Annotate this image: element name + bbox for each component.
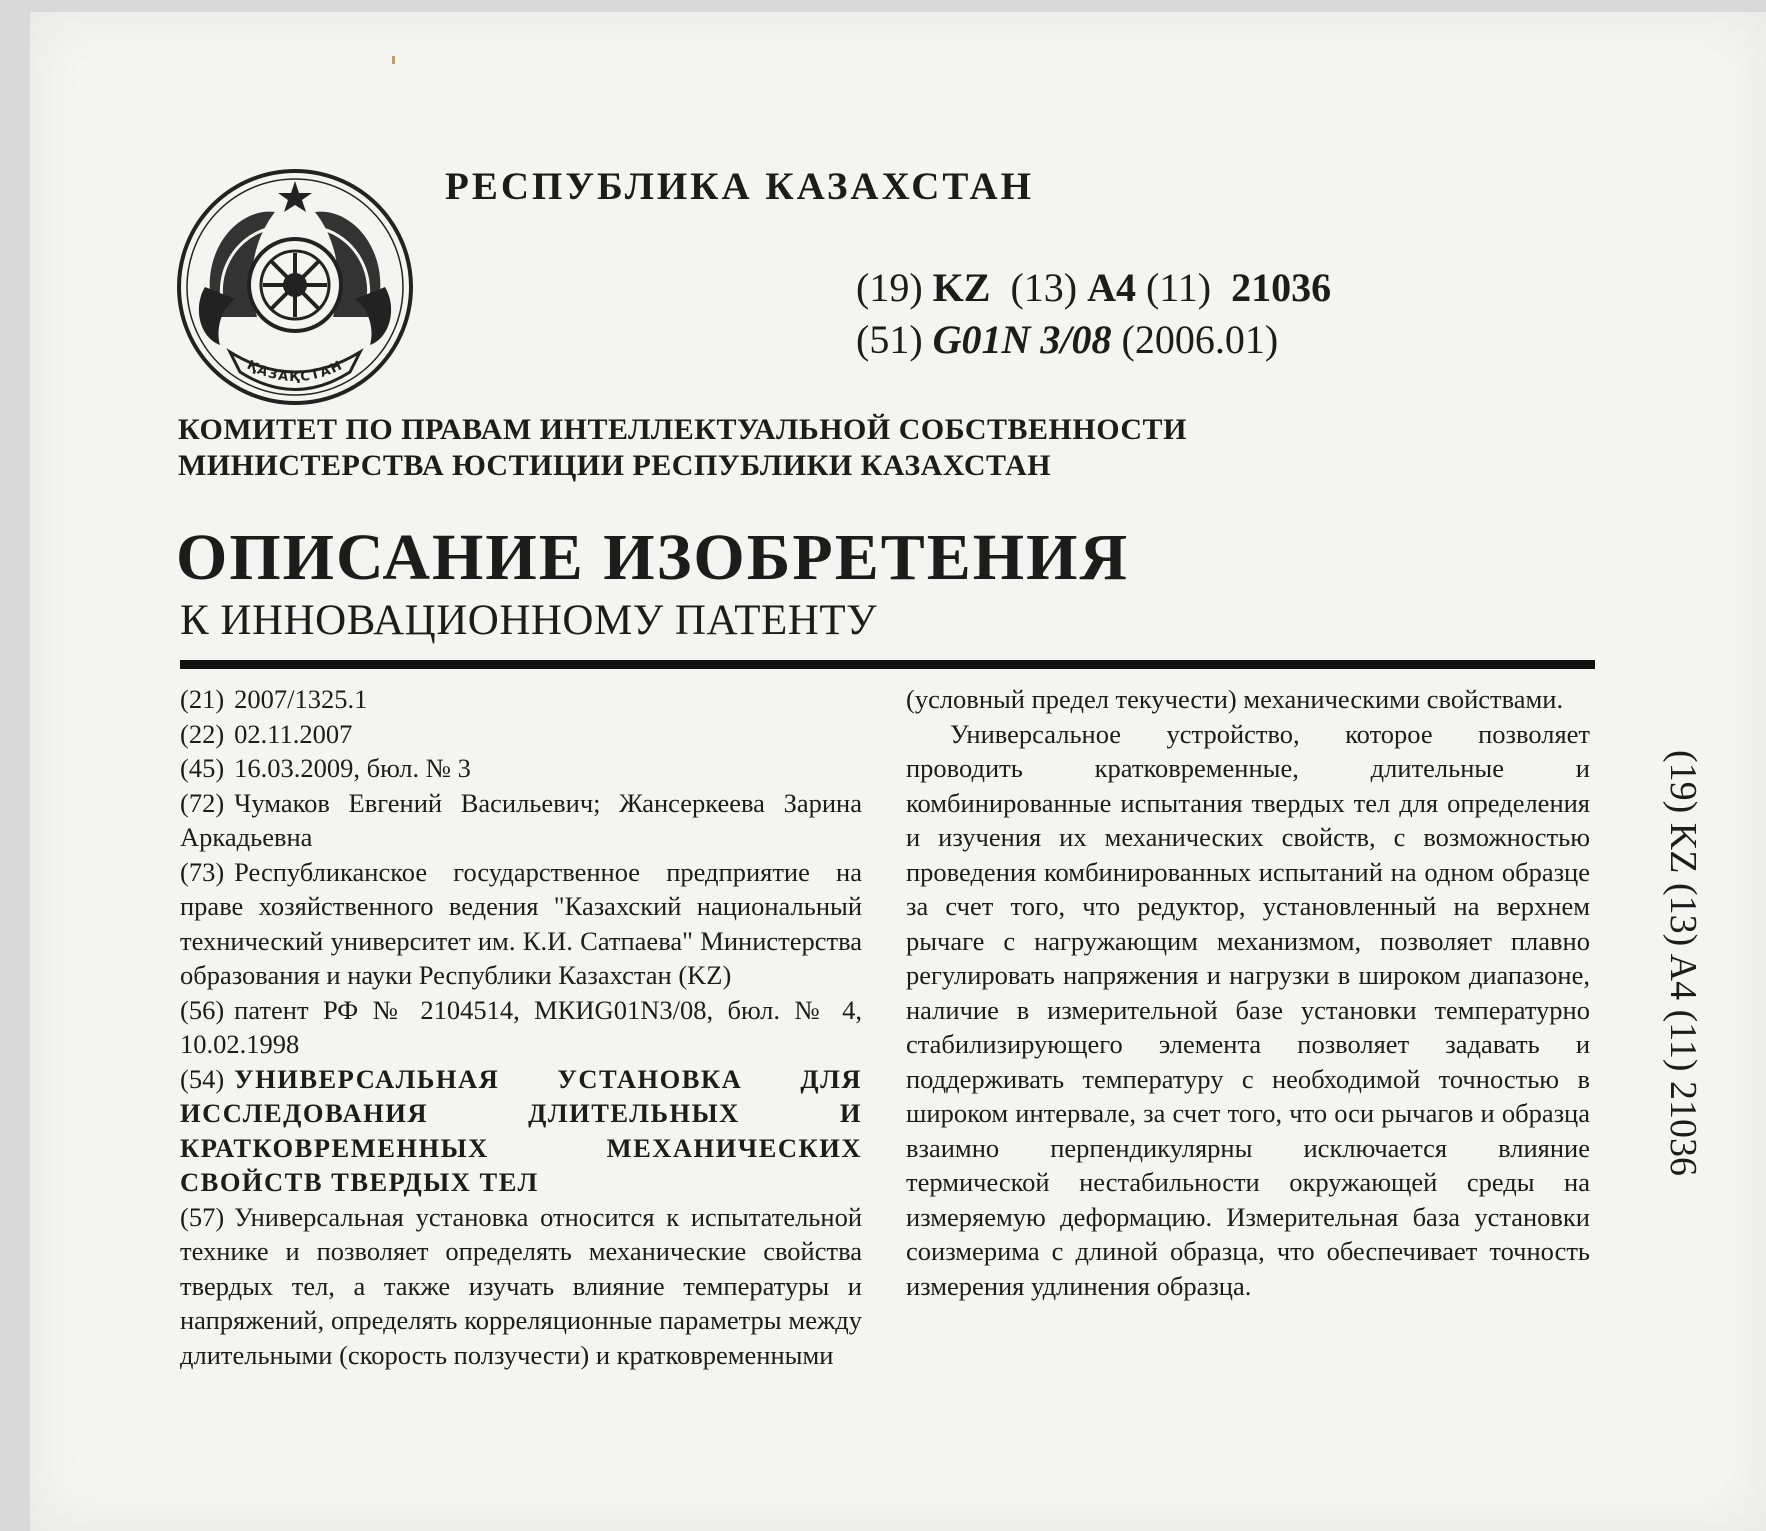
header-divider	[180, 660, 1595, 669]
side-patent-code: (19) KZ (13) A4 (11) 21036	[1662, 750, 1704, 1177]
field-21	[180, 682, 862, 717]
code-line-1	[856, 262, 1331, 314]
right-column	[906, 682, 1590, 1303]
invention-title: УНИВЕРСАЛЬНАЯ УСТАНОВКА ДЛЯ ИССЛЕДОВАНИЯ ДЛИТЕЛЬНЫХ И КРАТКОВРЕМЕННЫХ МЕХАНИЧЕСКИХ СВОЙСТВ ТВЕРДЫХ ТЕЛ	[180, 1063, 862, 1197]
field-56	[180, 993, 862, 1062]
left-column	[180, 682, 862, 1372]
field-57	[180, 1200, 862, 1373]
patent-number: 21036	[1231, 265, 1332, 310]
field-22-label: (22)	[180, 718, 225, 749]
field-45	[180, 751, 862, 786]
field-54-label: (54)	[180, 1063, 225, 1094]
abstract-start: Универсальная установка относится к испытательной технике и позволяет определять механические свойства твердых тел, а также изучать влияние температуры и напряжений, определять корреляционные параметры между длительными (скорость ползучести) и кратковременными	[180, 1201, 862, 1370]
ipc-class: G01N 3/08	[932, 317, 1112, 362]
country-heading: РЕСПУБЛИКА КАЗАХСТАН	[445, 165, 1034, 208]
committee-line-1: КОМИТЕТ ПО ПРАВАМ ИНТЕЛЛЕКТУАЛЬНОЙ СОБСТВЕННОСТИ	[178, 413, 1187, 446]
field-56-value: патент РФ № 2104514, МКИG01N3/08, бюл. № 4, 10.02.1998	[180, 994, 862, 1059]
patent-codes	[856, 262, 1331, 366]
code-line-2	[856, 314, 1331, 366]
document-subtitle: К ИННОВАЦИОННОМУ ПАТЕНТУ	[180, 597, 878, 644]
field-45-label: (45)	[180, 753, 225, 783]
field-73-label: (73)	[180, 856, 225, 887]
document-title: ОПИСАНИЕ ИЗОБРЕТЕНИЯ	[176, 521, 1130, 594]
abstract-continued: (условный предел текучести) механическими свойствами.	[906, 684, 1564, 714]
committee-line-2: МИНИСТЕРСТВА ЮСТИЦИИ РЕСПУБЛИКИ КАЗАХСТАН	[178, 449, 1052, 482]
patent-page	[30, 12, 1766, 1531]
field-56-label: (56)	[180, 994, 225, 1025]
inid-51: (51)	[856, 317, 923, 362]
ipc-version: (2006.01)	[1121, 317, 1279, 362]
kind-code: A4	[1087, 265, 1136, 310]
field-73-value: Республиканское государственное предприятие на праве хозяйственного ведения "Казахский национальный технический университет им. К.И. Сатпаева" Министерства образования и науки Республики Казахстан (KZ)	[180, 856, 862, 990]
inid-13: (13)	[1010, 265, 1078, 310]
kazakhstan-emblem-icon	[175, 167, 415, 407]
paper-speck	[392, 56, 395, 64]
emblem-ribbon-text: ҚАЗАҚСТАН	[244, 357, 346, 386]
country-code: KZ	[932, 265, 991, 310]
field-57-label: (57)	[180, 1201, 225, 1232]
field-22	[180, 717, 862, 752]
field-45-value: 16.03.2009, бюл. № 3	[234, 753, 471, 783]
inid-19: (19)	[856, 265, 923, 310]
field-21-value: 2007/1325.1	[234, 684, 368, 714]
committee-heading	[178, 412, 1187, 484]
field-72	[180, 786, 862, 855]
abstract-paragraph: Универсальное устройство, которое позволяет проводить кратковременные, длительные и комбинированные испытания твердых тел для определения и изучения их механических свойств, с возможностью проведения комбинированных испытаний на одном образце за счет того, что редуктор, установленный на верхнем рычаге с нагружающим механизмом, позволяет плавно регулировать напряжения и нагрузки в широком диапазоне, наличие в измерительной базе установки температурно стабилизирующего элемента позволяет задавать и поддерживать температуру с необходимой точностью в широком интервале, за счет того, что оси рычагов и образца взаимно перпендикулярны исключается влияние термической нестабильности окружающей среды на измеряемую деформацию. Измерительная база установки соизмерима с длиной образца, что обеспечивает точность измерения удлинения образца.	[906, 718, 1590, 1301]
field-72-value: Чумаков Евгений Васильевич; Жансеркеева Зарина Аркадьевна	[180, 787, 862, 852]
field-54	[180, 1062, 862, 1200]
field-22-value: 02.11.2007	[234, 718, 353, 749]
inid-11: (11)	[1145, 265, 1212, 310]
field-72-label: (72)	[180, 787, 225, 818]
field-73	[180, 855, 862, 993]
field-21-label: (21)	[180, 684, 225, 714]
